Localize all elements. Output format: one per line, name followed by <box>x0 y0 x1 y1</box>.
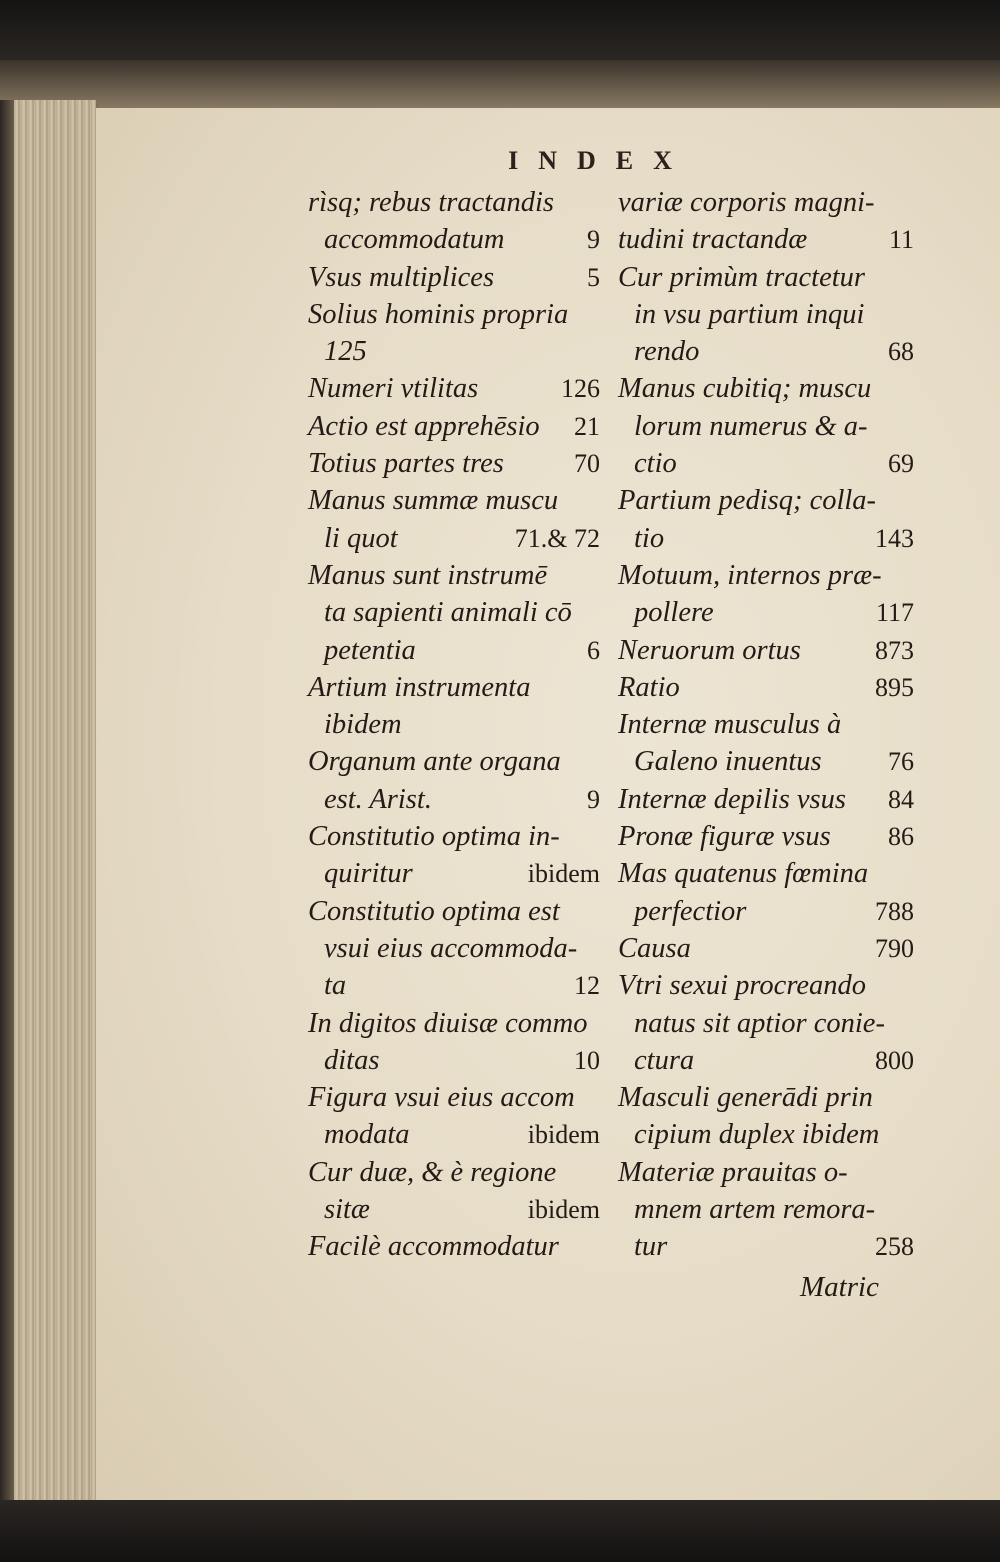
index-entry-page: 5 <box>587 262 600 292</box>
index-entry-text: Manus cubitiq; muscu <box>618 373 872 405</box>
index-entry <box>618 259 914 296</box>
index-entry <box>308 781 600 818</box>
index-entry-text: vsui eius accommoda- <box>324 932 578 964</box>
index-entry <box>308 1042 600 1079</box>
index-entry-text: petentia <box>324 634 416 666</box>
index-entry-page: 71.& 72 <box>514 523 600 553</box>
index-entry <box>618 1005 914 1042</box>
index-entry-page: 86 <box>888 822 914 852</box>
index-entry-text: lorum numerus & a- <box>634 410 868 442</box>
index-entry-text: Solius hominis propria <box>308 298 569 330</box>
index-entry <box>618 1228 914 1265</box>
index-entry <box>308 520 600 557</box>
index-entry-text: Artium instrumenta <box>308 671 531 703</box>
index-entry-text: sitæ <box>324 1194 370 1226</box>
index-entry <box>308 445 600 482</box>
index-entry <box>308 1079 600 1116</box>
index-entry-text: variæ corporis magni- <box>618 187 875 218</box>
index-entry-text: Facilè accommodatur <box>308 1231 559 1263</box>
index-entry-page: 10 <box>574 1045 600 1075</box>
index-entry-text: perfectior <box>634 895 747 927</box>
index-entry <box>618 855 914 892</box>
index-entry-text: Masculi generādi prin <box>618 1082 873 1114</box>
index-entry <box>308 594 600 631</box>
index-entry <box>308 632 600 669</box>
index-entry-text: 125 <box>324 336 367 368</box>
index-entry-page: ibidem <box>527 1120 600 1150</box>
index-entry-page: 143 <box>875 523 914 553</box>
index-entry-text: Neruorum ortus <box>618 634 801 666</box>
index-entry <box>618 669 914 706</box>
index-entry <box>618 706 914 743</box>
index-entry-text: Internæ depilis vsus <box>618 783 846 815</box>
index-entry-text: Materiæ prauitas o- <box>618 1156 848 1188</box>
index-entry-text: modata <box>324 1119 410 1151</box>
index-entry <box>308 743 600 780</box>
index-entry <box>308 1154 600 1191</box>
index-entry-text: Actio est apprehēsio <box>308 410 540 442</box>
index-entry <box>618 818 914 855</box>
index-entry <box>308 818 600 855</box>
running-header: INDEX <box>508 146 692 175</box>
index-entry-page: 11 <box>888 225 914 255</box>
index-entry-text: ctura <box>634 1044 695 1076</box>
index-entry-text: rìsq; rebus tractandis <box>308 187 554 218</box>
index-entry <box>308 557 600 594</box>
index-entry-text: cipium duplex ibidem <box>634 1119 880 1151</box>
book-fore-edge <box>0 100 98 1500</box>
index-entry <box>308 893 600 930</box>
index-entry-text: Galeno inuentus <box>634 746 822 778</box>
index-entry <box>618 184 914 221</box>
index-entry-text: Vsus multiplices <box>308 261 495 293</box>
index-entry <box>308 706 600 743</box>
index-entry-text: rendo <box>634 336 700 368</box>
index-entry <box>618 333 914 370</box>
index-entry <box>308 482 600 519</box>
index-entry-text: Figura vsui eius accom <box>308 1082 575 1114</box>
catchword: Matric <box>800 1271 879 1303</box>
index-entry-page: ibidem <box>527 1195 600 1225</box>
index-entry-page: 126 <box>561 374 600 404</box>
background-top <box>0 0 1000 60</box>
index-entry <box>308 1116 600 1153</box>
index-entry-text: tur <box>634 1231 668 1263</box>
index-entry-text: Pronæ figuræ vsus <box>618 821 831 853</box>
index-entry <box>618 408 914 445</box>
index-column-right <box>618 184 914 1266</box>
index-entry-text: est. Arist. <box>324 783 432 815</box>
index-entry-page: 21 <box>574 411 600 441</box>
index-entry <box>618 1042 914 1079</box>
index-entry <box>308 296 600 333</box>
index-entry <box>618 221 914 258</box>
index-entry <box>308 855 600 892</box>
index-entry-text: li quot <box>324 522 398 554</box>
index-entry-text: In digitos diuisæ commo <box>308 1007 588 1039</box>
index-entry-text: tudini tractandæ <box>618 224 808 256</box>
index-entry <box>308 1191 600 1228</box>
index-entry <box>618 296 914 333</box>
index-entry-text: ctio <box>634 448 677 480</box>
index-entry <box>618 1116 914 1153</box>
index-entry <box>308 408 600 445</box>
index-entry-text: pollere <box>634 597 714 629</box>
index-entry-text: Constitutio optima in- <box>308 821 560 853</box>
index-entry-text: Ratio <box>618 671 680 703</box>
index-entry-text: Vtri sexui procreando <box>618 970 867 1002</box>
index-entry-text: mnem artem remora- <box>634 1194 876 1226</box>
background-bottom <box>0 1500 1000 1562</box>
index-entry-text: Mas quatenus fœmina <box>618 858 869 890</box>
index-entry <box>618 1154 914 1191</box>
index-entry-text: Totius partes tres <box>308 448 504 480</box>
fore-edge-shadow <box>0 100 14 1500</box>
index-entry <box>308 1005 600 1042</box>
index-entry <box>308 333 600 370</box>
index-entry-text: natus sit aptior conie- <box>634 1007 885 1039</box>
index-entry <box>308 184 600 221</box>
index-entry-page: 9 <box>587 225 600 255</box>
index-entry <box>308 259 600 296</box>
index-column-left <box>308 184 600 1266</box>
index-entry-text: Causa <box>618 932 691 964</box>
index-entry <box>618 632 914 669</box>
index-entry-text: Internæ musculus à <box>618 709 842 741</box>
index-entry-text: in vsu partium inqui <box>634 298 865 330</box>
index-entry-page: 117 <box>875 598 914 628</box>
index-entry-page: 790 <box>875 933 914 963</box>
index-entry-text: accommodatum <box>324 224 505 256</box>
index-entry <box>618 743 914 780</box>
index-entry-text: Organum ante organa <box>308 746 561 778</box>
index-entry-page: 788 <box>875 896 914 926</box>
index-entry-page: 84 <box>888 784 914 814</box>
index-entry <box>618 1191 914 1228</box>
index-entry <box>308 669 600 706</box>
index-entry <box>618 520 914 557</box>
index-entry <box>618 594 914 631</box>
index-entry <box>618 1079 914 1116</box>
index-entry-page: 12 <box>574 971 600 1001</box>
index-entry-text: Constitutio optima est <box>308 895 560 927</box>
index-entry-page: 258 <box>875 1232 914 1262</box>
index-entry-page: 895 <box>875 672 914 702</box>
index-entry-text: ta <box>324 970 347 1002</box>
index-entry <box>308 930 600 967</box>
index-entry-page: 800 <box>875 1045 914 1075</box>
index-entry <box>308 221 600 258</box>
index-entry <box>308 370 600 407</box>
index-entry-page: 69 <box>888 449 914 479</box>
index-entry-text: tio <box>634 522 665 554</box>
index-entry-text: ibidem <box>324 709 402 741</box>
index-entry-text: Manus summæ muscu <box>308 485 559 517</box>
book-top-edge <box>0 60 1000 110</box>
index-entry-page: 68 <box>888 337 914 367</box>
index-entry-text: Manus sunt instrumē <box>308 559 548 591</box>
index-entry-page: 873 <box>875 635 914 665</box>
index-entry <box>618 781 914 818</box>
index-entry-page: 70 <box>574 449 600 479</box>
index-entry-page: 9 <box>587 784 600 814</box>
index-entry-text: quiritur <box>324 858 413 890</box>
index-entry-text: Partium pedisq; colla- <box>618 485 877 517</box>
index-entry <box>618 557 914 594</box>
index-entry-text: ta sapienti animali cō <box>324 597 572 629</box>
index-entry <box>308 1228 600 1265</box>
index-entry <box>618 930 914 967</box>
index-entry-page: 6 <box>587 635 600 665</box>
index-entry <box>618 482 914 519</box>
index-entry <box>308 967 600 1004</box>
index-entry <box>618 445 914 482</box>
index-entry-text: ditas <box>324 1044 380 1076</box>
index-entry-text: Cur duæ, & è regione <box>308 1156 557 1188</box>
index-entry-text: Numeri vtilitas <box>308 373 479 405</box>
index-entry-page: ibidem <box>527 859 600 889</box>
index-entry <box>618 370 914 407</box>
index-entry <box>618 967 914 1004</box>
index-entry-page: 76 <box>888 747 914 777</box>
index-entry-text: Cur primùm tractetur <box>618 261 866 293</box>
index-entry <box>618 893 914 930</box>
index-entry-text: Motuum, internos præ- <box>618 559 882 591</box>
